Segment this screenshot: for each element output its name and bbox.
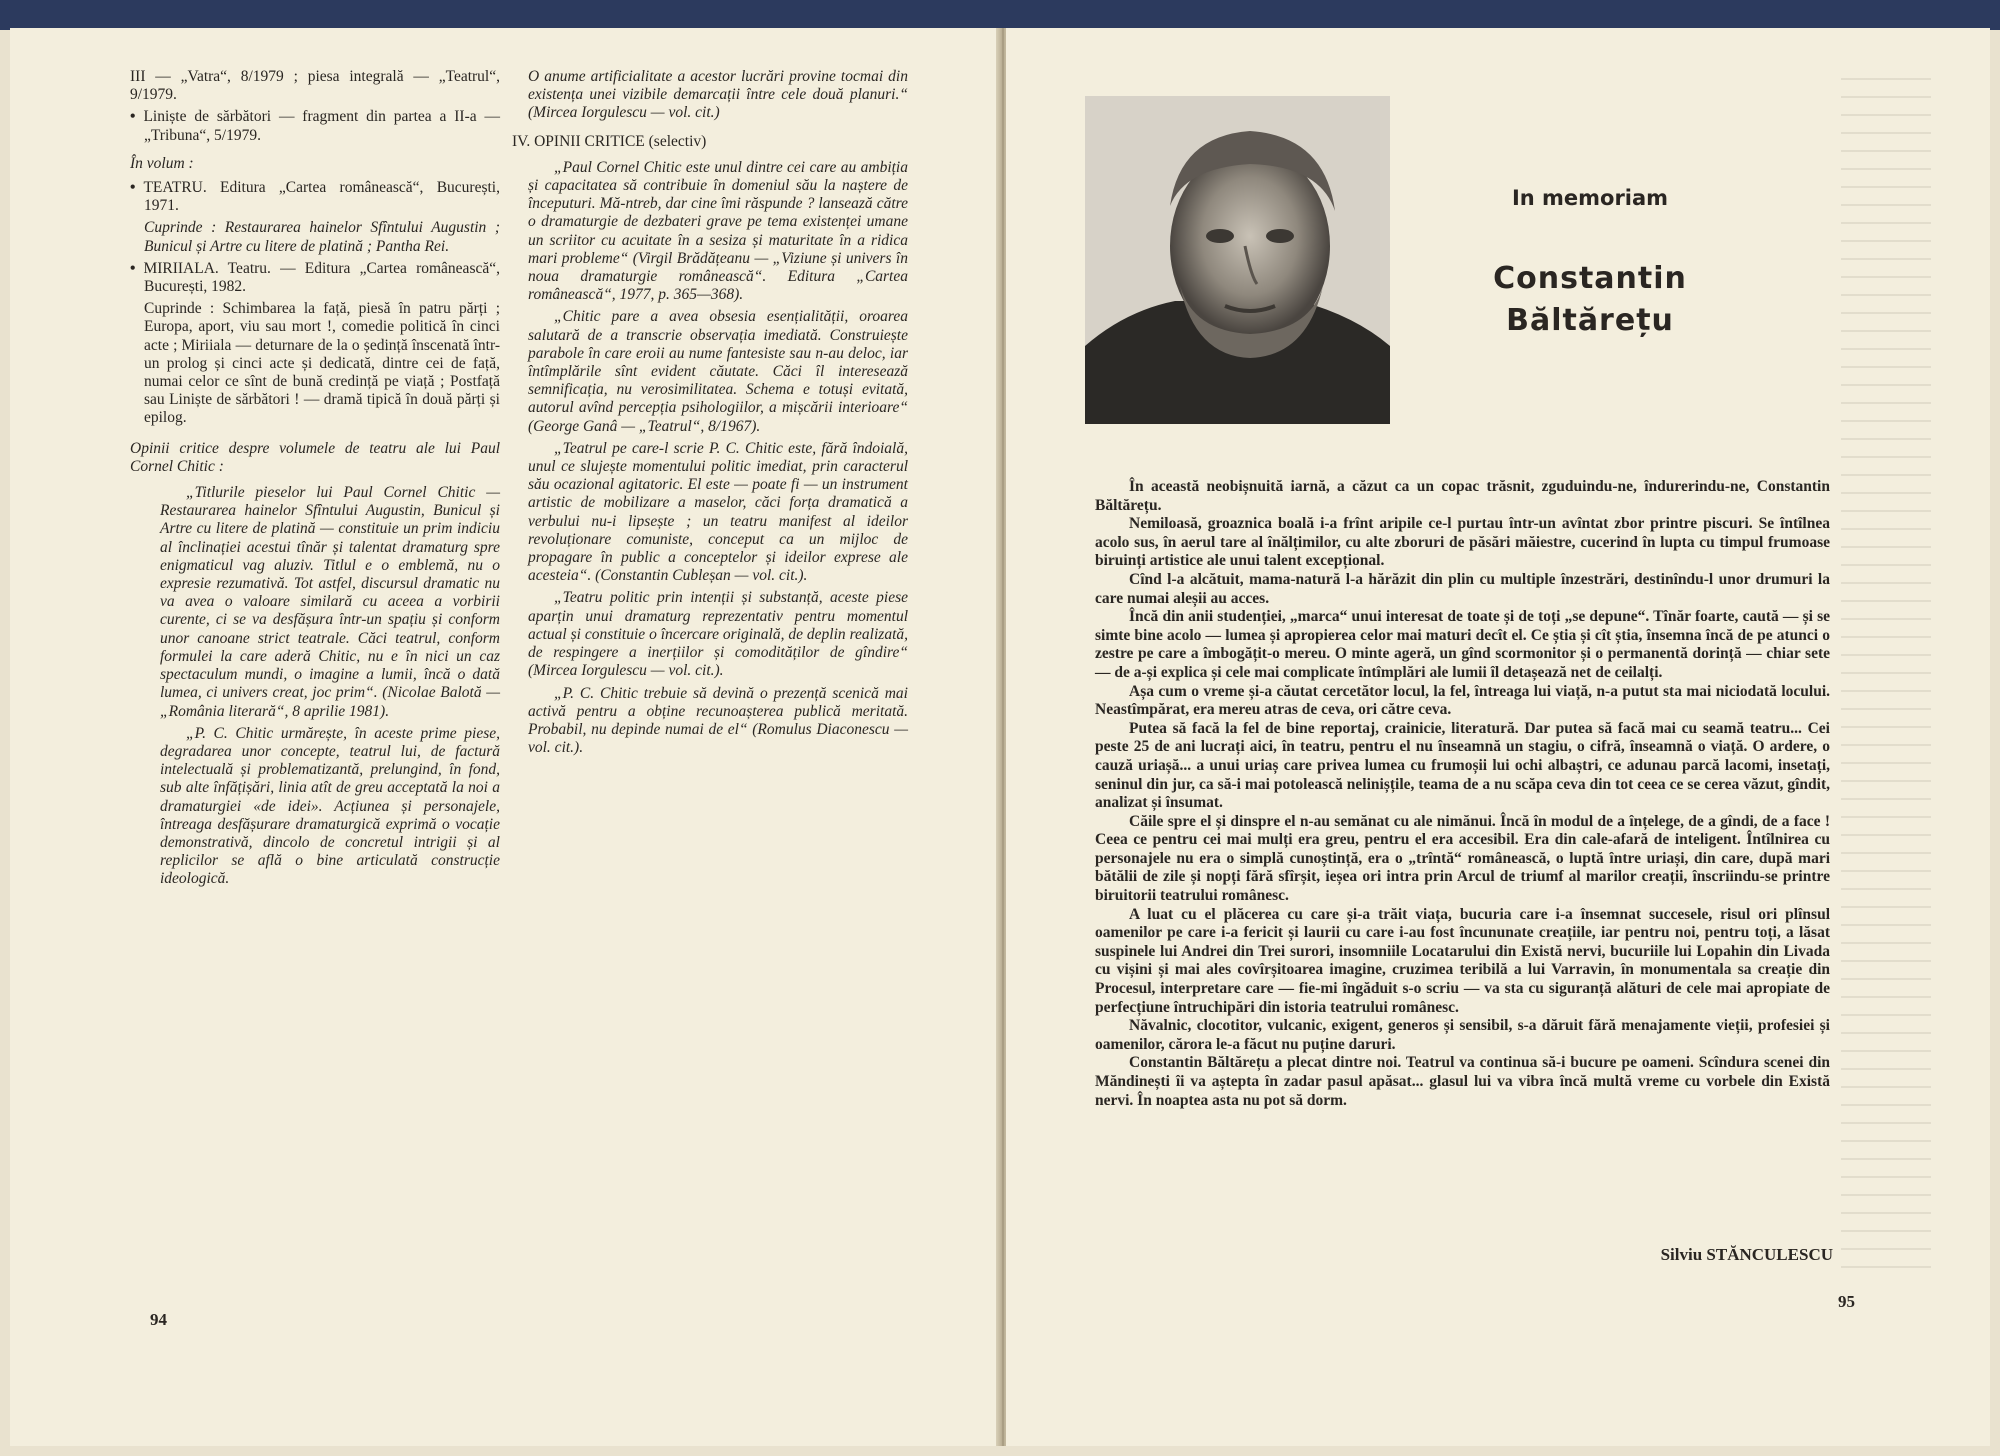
critical-quote: „Paul Cornel Chitic este unul dintre cei care au ambiția și capacitatea să contribuie în domeniul său la naștere de începuturi. Mă-ntreb, dar cine îmi răspunde ? lansează către o dramaturgie de dezbateri grave pe tema existenței umane un scriitor cu acuitate în a sesiza și maturitate în a ridica mari probleme“ (Virgil Brădățeanu — „Viziune și univers în noua dramaturgie românească“. Editura „Cartea românească“, 1977, p. 365—368). [528,158,908,304]
article-paragraph: Cînd l-a alcătuit, mama-natură l-a hărăzit din plin cu multiple înzestrări, destinîndu-l unor drumuri la care numai aleșii au acces. [1095,570,1830,607]
article-paragraph: Constantin Băltărețu a plecat dintre noi. Teatrul va continua să-i bucure pe oameni. Scîndura scenei din Măndinești îi va aștepta în zadar pasul apăsat... glasul lui va vibra încă multă vreme cu vorbele din Există nervi. În noaptea asta nu pot să dorm. [1095,1054,1830,1109]
author-signature: Silviu STĂNCULESCU [1660,1245,1833,1264]
volume-entry-miriiala: • MIRIIALA. Teatru. — Editura „Cartea românească“, București, 1982. [130,260,500,296]
article-paragraph: Încă din anii studenției, „marca“ unui interesat de toate și de toți „se depune“. Tînăr foarte, caută — și se simte bine acolo — lumea și apropierea celor mai maturi decît el. Ce știa și cît știa, însemna încă de pe atunci o zestre pe care a îmbogățit-o mereu. O minte ageră, un gînd scormonitor și o permanentă dorință — chiar sete — de a-și explica și cele mai complicate întîmplări ale lumii îl detașează net de ceilalți. [1095,608,1830,681]
critical-quote: „Chitic pare a avea obsesia esențialității, oroarea salutară de a transcrie observația imediată. Construiește parabole în care eroii au nume fantesiste sau n-au deloc, iar întîmplările sînt evident căutate. Căci îl interesează semnificația, nu verosimilitatea. Schema e totuși evitată, autorul avînd percepția psihologiilor, a mișcării interioare“ (George Ganâ — „Teatrul“, 8/1967). [528,308,908,435]
critical-quote: „Teatrul pe care-l scrie P. C. Chitic este, fără îndoială, unul ce slujește momentului politic imediat, prin caracterul său ocazional agitatoric. El este — poate fi — un instrument artistic de mobilizare a maselor, căci forța dramatică a verbului nu-i lipsește ; un teatru manifest al ideilor revoluționare comuniste, conceput ca un mijloc de propagare în public a conceptelor și ideilor exprese ale acesteia“. (Constantin Cubleșan — vol. cit.). [528,439,908,585]
article-paragraph: Căile spre el și dinspre el n-au semănat cu ale nimănui. Încă în modul de a înțelege, de a gîndi, de a face ! Ceea ce pentru cei mai mulți era greu, pentru el era accesibil. Era din cale-afară de inteligent. Întîlnirea cu personajele nu era o simplă cunoștință, era o „trîntă“ românească, o luptă între uriași, din care, după mari bătălii de zile și nopți fără sfîrșit, ieșea ori intra prin Arcul de triumf al marilor creații, înscriindu-se printre biruitorii teatrului românesc. [1095,812,1830,905]
in-memoriam-heading: In memoriam [1511,186,1669,210]
publication-entry: III — „Vatra“, 8/1979 ; piesa integrală — „Teatrul“, 9/1979. [130,68,500,104]
page-number-left: 94 [150,1310,167,1329]
article-paragraph: În această neobișnuită iarnă, a căzut ca un copac trăsnit, zguduindu-ne, îndurerindu-ne, Constantin Băltărețu. [1095,478,1830,514]
article-paragraph: Așa cum o vreme și-a căutat cercetător locul, la fel, întreaga lui viață, n-a putut sta mai niciodată locului. Neastîmpărat, era mereu atras de ceva, ori către ceva. [1095,682,1830,719]
critical-quote: „Teatru politic prin intenții și substanță, aceste piese aparțin unui dramaturg reprezentativ pentru momentul actual și constituie o încercare originală, de deplin realizată, de respingere a inerțiilor și comodităților de gîndire“ (Mircea Iorgulescu — vol. cit.). [528,589,908,680]
article-title [1440,258,1740,342]
book-cover-edge [0,0,2000,30]
volume-contents-miriiala: Cuprinde : Schimbarea la față, piesă în patru părți ; Europa, aport, viu sau mort !, comedie politică în cinci acte ; Miriiala — deturnare de la o ședință înscenată într-un prolog și cinci acte și dedicată, dintre cei de față, numai celor ce sînt de bună credință pe viață ; Postfață sau Liniște de sărbători ! — dramă tipică în două părți și epilog. [144,300,500,427]
article-paragraph: A luat cu el plăcerea cu care și-a trăit viața, bucuria care i-a însemnat succesele, risul ori plînsul oamenilor pe care i-a fericit și laurii cu care i-au fost încununate creațiile, iar pentru noi, pentru toți, a lăsat suspinele lui Andrei din Trei surori, insomniile Locatarului din Există nervi, bucuriile lui Lopahin din Livada cu vișini și mai ales covîrșitoarea imagine, cruzimea teribilă a lui Varravin, în monumentala sa creație din Procesul, interpretare care — fie-mi îngăduit s-o scriu — va sta cu siguranță alături de cele mai apropiate de perfecțiune întruchipări din istoria teatrului românesc. [1095,905,1830,1016]
portrait-image [1085,96,1390,424]
show-through-text [1841,78,1931,1278]
critical-quote: „P. C. Chitic urmărește, în aceste prime piese, degradarea unor concepte, teatrul lui, de factură intelectuală și problematizantă, prelungind, în fond, sub alte înfățișări, linia atît de greu acceptată la noi a dramaturgiei «de idei». Acțiunea și personajele, întreaga desfășurare dramaturgică exprimă o vocație demonstrativă, dincolo de concretul intrigii și al replicilor se află o bine articulată construcție ideologică. [160,724,500,888]
article-paragraph: Năvalnic, clocotitor, vulcanic, exigent, generos și sensibil, s-a dăruit fără menajamente vieții, profesiei și oamenilor, cărora le-a făcut nu puține daruri. [1095,1017,1830,1053]
critical-opinions-heading: Opinii critice despre volumele de teatru ale lui Paul Cornel Chitic : [130,439,500,475]
volume-contents-teatru: Cuprinde : Restaurarea hainelor Sfîntului Augustin ; Bunicul și Artre cu litere de platină ; Pantha Rei. [144,219,500,255]
left-page [10,28,1001,1446]
critical-quote: „Titlurile pieselor lui Paul Cornel Chitic — Restaurarea hainelor Sfîntului Augustin, Bunicul și Artre cu litere de platină — constituie un prim indiciu al înclinației acestui tînăr și talentat dramaturg spre enigmaticul vag aluziv. Titlul e o emblemă, nu o expresie rezumativă. Tot astfel, discursul dramatic nu va avea o valoare similară cu aceea a vorbirii curente, ci se va desfășura într-un spațiu și conform unor canoane strict teatrale. Căci teatrul, conform formulei la care aderă Chitic, nu e în nici un caz spectaculum mundi, o imagine a lumii, încă o dată lumea, ci univers creat, joc prim“. (Nicolae Balotă — „România literară“, 8 aprilie 1981). [160,484,500,720]
critical-quote: „P. C. Chitic trebuie să devină o prezență scenică mai activă pentru a obține recunoașterea publică meritată. Probabil, nu depinde numai de el“ (Romulus Diaconescu — vol. cit.). [528,684,908,757]
left-column-1 [130,68,500,893]
publication-entry: • Liniște de sărbători — fragment din partea a II-a — „Tribuna“, 5/1979. [130,108,500,144]
portrait-photo [1085,96,1390,424]
article-paragraph: Nemiloasă, groaznica boală i-a frînt aripile ce-l purtau într-un avîntat zbor printre piscuri. Se întîlnea acolo sus, în aerul tare al înălțimilor, cu alte zboruri de păsări măiestre, cucerind în lupta cu timpul frumoase biruinți artistice ale unui talent excepțional. [1095,515,1830,570]
section-heading: IV. OPINII CRITICE (selectiv) [512,132,707,150]
volume-entry-teatru: • TEATRU. Editura „Cartea românească“, București, 1971. [130,179,500,215]
page-number-right: 95 [1838,1292,1855,1311]
quote-continuation: O anume artificialitate a acestor lucrări provine tocmai din existența unei vizibile demarcații între cele două planuri.“ (Mircea Iorgulescu — vol. cit.) [528,68,908,122]
article-body [1095,478,1830,1110]
in-volum-label: În volum : [130,154,194,172]
left-column-2 [512,68,908,761]
title-first-name: Constantin [1493,261,1687,296]
title-last-name: Băltărețu [1506,303,1674,338]
article-paragraph: Putea să facă la fel de bine reportaj, crainicie, literatură. Dar putea să facă mai cu seamă teatru... Cei peste 25 de ani lucrați aici, în teatru, pentru el nu înseamnă un stagiu, o cifră, înseamnă o viață. O ardere, o cauză uriașă... a unui uriaș care privea lumea cu frumoșii lui ochi albaștri, ce adunau parcă lacomi, insetați, seninul din jur, ca să-i mai potolească nelinișțile, teama de a nu scăpa ceva din tot ceea ce se cerea văzut, gîndit, analizat și însumat. [1095,719,1830,812]
